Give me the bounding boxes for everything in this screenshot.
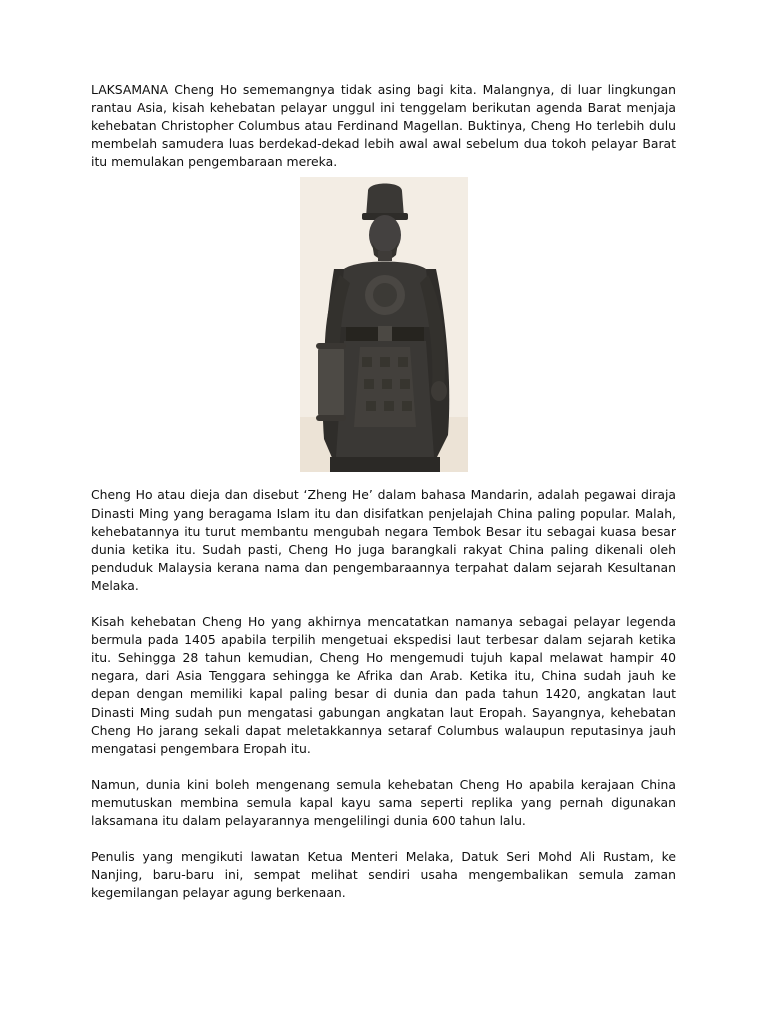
- statue-photo: [300, 177, 468, 472]
- paragraph-visit: Penulis yang mengikuti lawatan Ketua Menteri Melaka, Datuk Seri Mohd Ali Rustam, ke Nanjing, baru-baru ini, sempat melihat sendiri usaha mengembalikan semula zaman kegemilangan pelayar agung berkenaan.: [91, 849, 676, 901]
- paragraph-replica: Namun, dunia kini boleh mengenang semula kehebatan Cheng Ho apabila kerajaan China memutuskan membina semula kapal kayu sama seperti replika yang pernah digunakan laksamana itu dalam pelayarannya mengelilingi dunia 600 tahun lalu.: [91, 776, 676, 828]
- document-page: [91, 81, 676, 902]
- paragraph-expedition: Kisah kehebatan Cheng Ho yang akhirnya mencatatkan namanya sebagai pelayar legenda bermula pada 1405 apabila terpilih mengetuai ekspedisi laut terbesar dalam sejarah ketika itu. Sehingga 28 tahun kemudian, Cheng Ho mengemudi tujuh kapal melawat hampir 40 negara, dari Asia Tenggara sehingga ke Afrika dan Arab. Ketika itu, China sudah jauh ke depan dengan memiliki kapal paling besar di dunia dan pada tahun 1420, angkatan laut Dinasti Ming sudah pun mengatasi gabungan angkatan laut Eropah. Sayangnya, kehebatan Cheng Ho jarang sekali dapat meletakkannya setaraf Columbus walaupun reputasinya jauh mengatasi pengembara Eropah itu.: [91, 614, 676, 756]
- paragraph-intro: LAKSAMANA Cheng Ho sememangnya tidak asing bagi kita. Malangnya, di luar lingkungan rantau Asia, kisah kehebatan pelayar unggul ini tenggelam berikutan agenda Barat menjaja kehebatan Christopher Columbus atau Ferdinand Magellan. Buktinya, Cheng Ho terlebih dulu membelah samudera luas berdekad-dekad lebih awal awal sebelum dua tokoh pelayar Barat itu memulakan pengembaraan mereka.: [91, 82, 676, 170]
- bronze-statue-icon: [300, 177, 468, 472]
- paragraph-zheng-he: Cheng Ho atau dieja dan disebut ‘Zheng He’ dalam bahasa Mandarin, adalah pegawai diraja Dinasti Ming yang beragama Islam itu dan disifatkan penjelajah China paling popular. Malah, kehebatannya itu turut membantu mengubah negara Tembok Besar itu sebagai kuasa besar dunia ketika itu. Sudah pasti, Cheng Ho juga barangkali rakyat China paling dikenali oleh penduduk Malaysia kerana nama dan pengembaraannya terpahat dalam sejarah Kesultanan Melaka.: [91, 487, 676, 593]
